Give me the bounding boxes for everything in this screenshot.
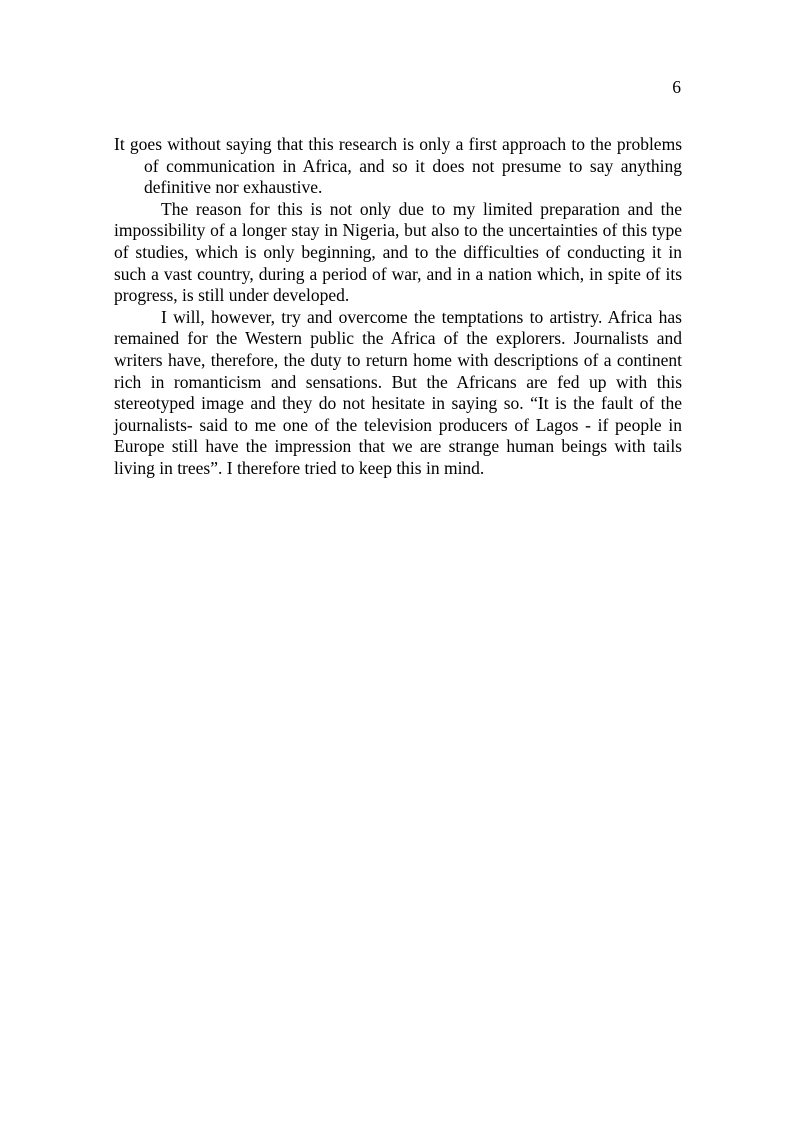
body-text <box>114 134 682 480</box>
paragraph-3: I will, however, try and overcome the temptations to artistry. Africa has remained for the Western public the Africa of the explorers. Journalists and writers have, therefore, the duty to return home with descriptions of a continent rich in romanticism and sensations. But the Africans are fed up with this stereotyped image and they do not hesitate in saying so. “It is the fault of the journalists- said to me one of the television producers of Lagos - if people in Europe still have the impression that we are strange human beings with tails living in trees”. I therefore tried to keep this in mind. <box>114 306 682 478</box>
paragraph-2: The reason for this is not only due to my limited preparation and the impossibility of a longer stay in Nigeria, but also to the uncertainties of this type of studies, which is only beginning, and to the difficulties of conducting it in such a vast country, during a period of war, and in a nation which, in spite of its progress, is still under developed. <box>114 198 682 306</box>
paragraph-1: It goes without saying that this research is only a first approach to the problems of communication in Africa, and so it does not presume to say anything definitive nor exhaustive. <box>114 134 682 198</box>
page-number: 6 <box>672 77 681 97</box>
